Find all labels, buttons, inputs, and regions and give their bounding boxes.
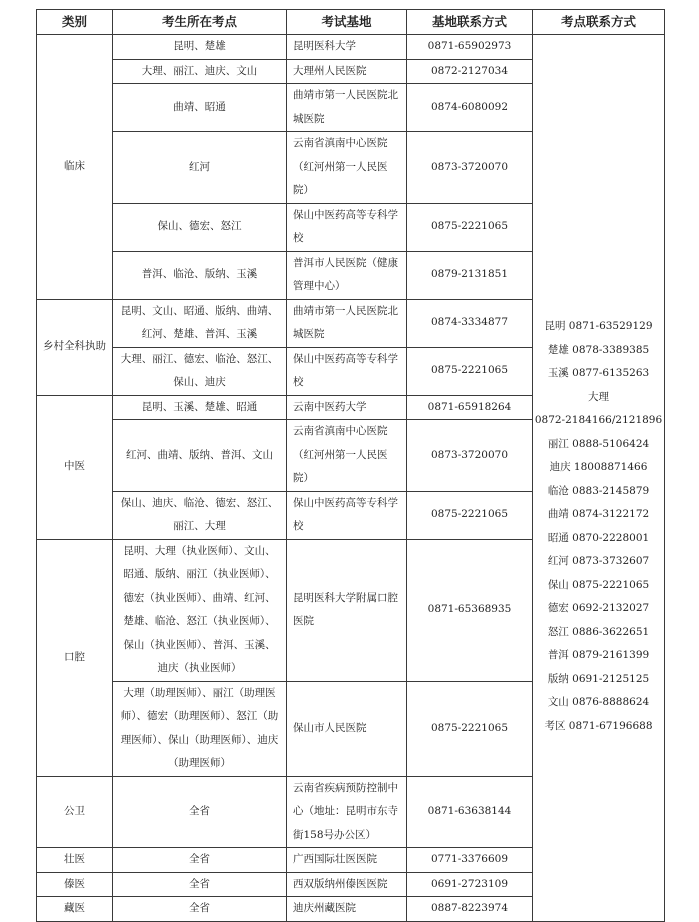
region-cell: 昆明、大理（执业医师）、文山、昭通、版纳、丽江（执业医师）、德宏（执业医师）、曲靖、红河、楚雄、临沧、怒江（执业医师）、保山（执业医师）、普洱、玉溪、迪庆（执业医师） xyxy=(113,539,287,681)
phone-cell: 0771-3376609 xyxy=(407,848,533,873)
site-contact-column xyxy=(533,35,665,922)
phone-cell: 0874-3334877 xyxy=(407,299,533,347)
contact-line: 德宏 0692-2132027 xyxy=(547,602,650,615)
category-public-health: 公卫 xyxy=(37,776,113,848)
contact-line: 昭通 0870-2228001 xyxy=(547,531,650,544)
contact-line: 保山 0875-2221065 xyxy=(547,578,650,591)
contact-line: 昆明 0871-63529129 xyxy=(544,320,653,333)
region-cell: 昆明、玉溪、楚雄、昭通 xyxy=(113,395,287,420)
base-cell: 西双版纳州傣医医院 xyxy=(287,872,407,897)
region-cell: 红河 xyxy=(113,132,287,204)
category-clinical: 临床 xyxy=(37,35,113,300)
region-cell: 昆明、楚雄 xyxy=(113,35,287,60)
contact-line: 文山 0876-8888624 xyxy=(547,696,650,709)
contact-line: 红河 0873-3732607 xyxy=(547,555,650,568)
phone-cell: 0873-3720070 xyxy=(407,420,533,492)
base-cell: 云南省疾病预防控制中心（地址：昆明市东寺街158号办公区） xyxy=(287,776,407,848)
category-dai-medicine: 傣医 xyxy=(37,872,113,897)
phone-cell: 0879-2131851 xyxy=(407,251,533,299)
phone-cell: 0875-2221065 xyxy=(407,491,533,539)
phone-cell: 0872-2127034 xyxy=(407,59,533,84)
base-cell: 云南中医药大学 xyxy=(287,395,407,420)
region-cell: 全省 xyxy=(113,872,287,897)
region-cell: 全省 xyxy=(113,776,287,848)
contact-line: 考区 0871-67196688 xyxy=(544,719,653,732)
phone-cell: 0871-65902973 xyxy=(407,35,533,60)
base-cell: 保山中医药高等专科学校 xyxy=(287,491,407,539)
phone-cell: 0871-63638144 xyxy=(407,776,533,848)
region-cell: 昆明、文山、昭通、版纳、曲靖、红河、楚雄、普洱、玉溪 xyxy=(113,299,287,347)
base-cell: 云南省滇南中心医院（红河州第一人民医院） xyxy=(287,420,407,492)
contact-line: 怒江 0886-3622651 xyxy=(547,625,650,638)
region-cell: 大理、丽江、迪庆、文山 xyxy=(113,59,287,84)
phone-cell: 0691-2723109 xyxy=(407,872,533,897)
category-rural-general: 乡村全科执助 xyxy=(37,299,113,395)
header-region: 考生所在考点 xyxy=(113,10,287,35)
region-cell: 保山、德宏、怒江 xyxy=(113,203,287,251)
region-cell: 大理、丽江、德宏、临沧、怒江、保山、迪庆 xyxy=(113,347,287,395)
region-cell: 普洱、临沧、版纳、玉溪 xyxy=(113,251,287,299)
base-cell: 普洱市人民医院（健康管理中心） xyxy=(287,251,407,299)
contact-line: 版纳 0691-2125125 xyxy=(547,672,650,685)
contact-line: 楚雄 0878-3389385 xyxy=(547,343,650,356)
exam-location-table xyxy=(36,9,665,922)
base-cell: 昆明医科大学 xyxy=(287,35,407,60)
contact-line: 普洱 0879-2161399 xyxy=(547,649,650,662)
region-cell: 全省 xyxy=(113,897,287,922)
category-tcm: 中医 xyxy=(37,395,113,539)
contact-line: 大理 xyxy=(588,390,609,403)
phone-cell: 0874-6080092 xyxy=(407,84,533,132)
category-tibetan-medicine: 藏医 xyxy=(37,897,113,922)
table-header-row xyxy=(37,10,665,35)
base-cell: 昆明医科大学附属口腔医院 xyxy=(287,539,407,681)
contact-line: 曲靖 0874-3122172 xyxy=(547,508,650,521)
region-cell: 红河、曲靖、版纳、普洱、文山 xyxy=(113,420,287,492)
contact-line: 丽江 0888-5106424 xyxy=(547,437,650,450)
header-category: 类别 xyxy=(37,10,113,35)
base-cell: 云南省滇南中心医院（红河州第一人民医院） xyxy=(287,132,407,204)
header-base: 考试基地 xyxy=(287,10,407,35)
base-cell: 曲靖市第一人民医院北城医院 xyxy=(287,299,407,347)
phone-cell: 0871-65918264 xyxy=(407,395,533,420)
contact-line: 临沧 0883-2145879 xyxy=(547,484,650,497)
contact-line: 玉溪 0877-6135263 xyxy=(547,367,650,380)
region-cell: 大理（助理医师）、丽江（助理医师）、德宏（助理医师）、怒江（助理医师）、保山（助理医师）、迪庆（助理医师） xyxy=(113,681,287,776)
contact-list xyxy=(533,217,664,738)
phone-cell: 0871-65368935 xyxy=(407,539,533,681)
category-zhuang-medicine: 壮医 xyxy=(37,848,113,873)
header-base-phone: 基地联系方式 xyxy=(407,10,533,35)
table-row xyxy=(37,35,665,60)
region-cell: 全省 xyxy=(113,848,287,873)
base-cell: 保山中医药高等专科学校 xyxy=(287,203,407,251)
contact-line: 迪庆 18008871466 xyxy=(549,461,648,474)
phone-cell: 0873-3720070 xyxy=(407,132,533,204)
contact-line: 0872-2184166/2121896 xyxy=(534,414,663,427)
header-site-contact: 考点联系方式 xyxy=(533,10,665,35)
phone-cell: 0875-2221065 xyxy=(407,681,533,776)
region-cell: 曲靖、昭通 xyxy=(113,84,287,132)
phone-cell: 0875-2221065 xyxy=(407,347,533,395)
base-cell: 保山市人民医院 xyxy=(287,681,407,776)
category-oral: 口腔 xyxy=(37,539,113,776)
base-cell: 广西国际壮医医院 xyxy=(287,848,407,873)
base-cell: 曲靖市第一人民医院北城医院 xyxy=(287,84,407,132)
phone-cell: 0875-2221065 xyxy=(407,203,533,251)
phone-cell: 0887-8223974 xyxy=(407,897,533,922)
base-cell: 保山中医药高等专科学校 xyxy=(287,347,407,395)
region-cell: 保山、迪庆、临沧、德宏、怒江、丽江、大理 xyxy=(113,491,287,539)
base-cell: 迪庆州藏医院 xyxy=(287,897,407,922)
base-cell: 大理州人民医院 xyxy=(287,59,407,84)
